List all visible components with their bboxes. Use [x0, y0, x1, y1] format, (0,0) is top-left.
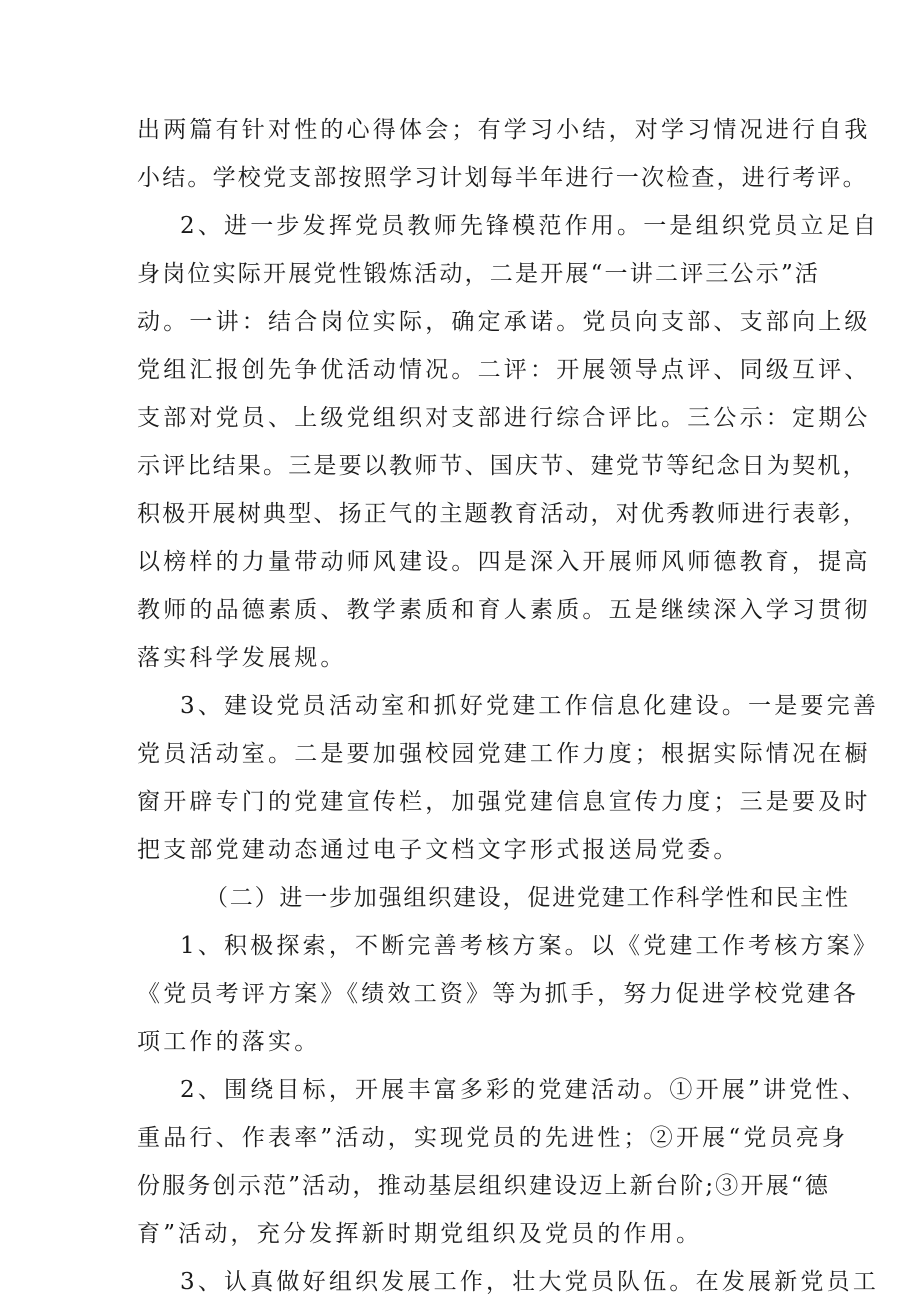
text-line: 小结。学校党支部按照学习计划每半年进行一次检查，进行考评。 [137, 165, 868, 191]
text-line: 动。一讲：结合岗位实际，确定承诺。党员向支部、支部向上级 [137, 309, 871, 335]
text-line: 支部对党员、上级党组织对支部进行综合评比。三公示：定期公 [137, 405, 871, 431]
text-line: 育”活动，充分发挥新时期党组织及党员的作用。 [137, 1221, 703, 1247]
section-heading: （二）进一步加强组织建设，促进党建工作科学性和民主性 [205, 885, 850, 911]
text-line: 窗开辟专门的党建宣传栏，加强党建信息宣传力度；三是要及时 [137, 789, 871, 815]
paragraph-start: 2、围绕目标，开展丰富多彩的党建活动。①开展”讲党性、 [180, 1077, 868, 1103]
text-line: 份服务创示范”活动，推动基层组织建设迈上新台阶;③开展“德 [137, 1173, 831, 1199]
paragraph-start: 1、积极探索，不断完善考核方案。以《党建工作考核方案》 [180, 933, 880, 959]
paragraph-start: 3、认真做好组织发展工作，壮大党员队伍。在发展新党员工 [180, 1269, 880, 1295]
text-line: 党组汇报创先争优活动情况。二评：开展领导点评、同级互评、 [137, 357, 871, 383]
text-line: 《党员考评方案》《绩效工资》等为抓手，努力促进学校党建各 [137, 981, 860, 1007]
text-line: 党员活动室。二是要加强校园党建工作力度；根据实际情况在橱 [137, 741, 871, 767]
text-line: 落实科学发展规。 [137, 645, 347, 671]
text-line: 项工作的落实。 [137, 1029, 321, 1055]
paragraph-start: 2、进一步发挥党员教师先锋模范作用。一是组织党员立足自 [180, 213, 880, 239]
text-line: 以榜样的力量带动师风建设。四是深入开展师风师德教育，提高 [137, 549, 871, 575]
text-line: 积极开展树典型、扬正气的主题教育活动，对优秀教师进行表彰， [137, 501, 868, 527]
text-line: 示评比结果。三是要以教师节、国庆节、建党节等纪念日为契机， [137, 453, 868, 479]
text-line: 重品行、作表率”活动，实现党员的先进性；②开展“党员亮身 [137, 1125, 849, 1151]
text-line: 身岗位实际开展党性锻炼活动，二是开展“一讲二评三公示”活 [137, 261, 821, 287]
text-line: 教师的品德素质、教学素质和育人素质。五是继续深入学习贯彻 [137, 597, 871, 623]
paragraph-start: 3、建设党员活动室和抓好党建工作信息化建设。一是要完善 [180, 693, 880, 719]
text-line: 把支部党建动态通过电子文档文字形式报送局党委。 [137, 837, 740, 863]
text-line: 出两篇有针对性的心得体会；有学习小结，对学习情况进行自我 [137, 117, 871, 143]
